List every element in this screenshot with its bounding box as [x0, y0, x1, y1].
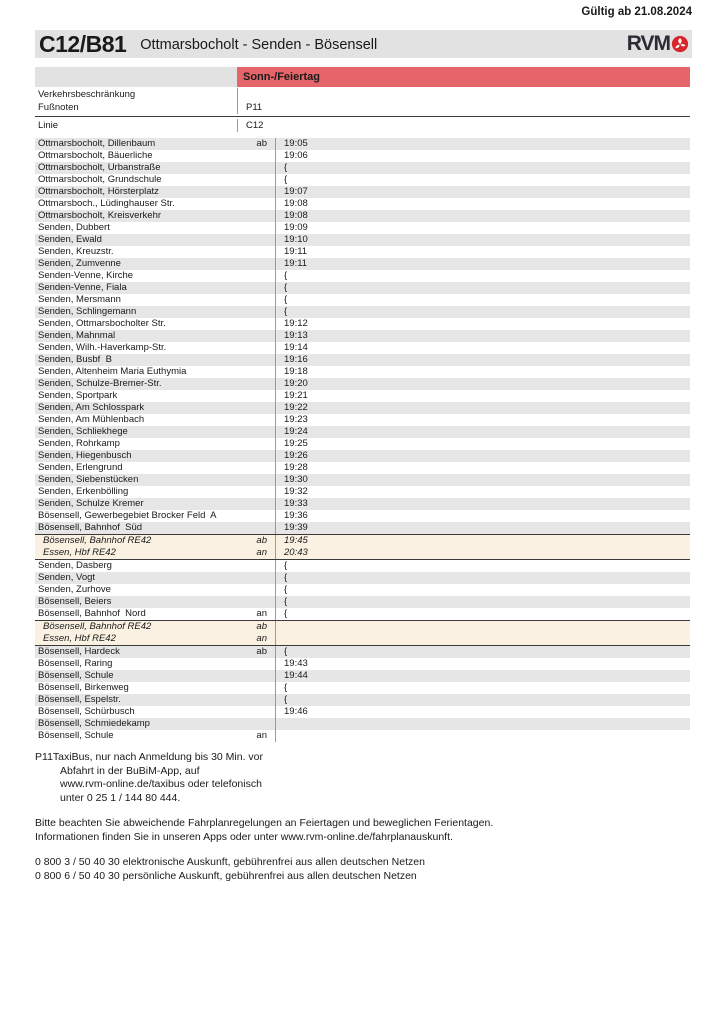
departure-time [275, 730, 690, 742]
footnote-line: Abfahrt in der BuBiM-App, auf [60, 764, 200, 777]
footnote-line: unter 0 25 1 / 144 80 444. [60, 791, 181, 804]
arrival-departure-tag [237, 658, 275, 670]
table-row [35, 645, 690, 658]
day-type-label: Sonn-/Feiertag [237, 67, 690, 87]
meta-label: Verkehrsbeschränkung [38, 89, 136, 100]
stop-name: Senden, Schliekhege [38, 426, 128, 437]
departure-time: 19:05 [275, 138, 690, 150]
arrival-departure-tag [237, 258, 275, 270]
arrival-departure-tag [237, 186, 275, 198]
departure-time: 19:28 [275, 462, 690, 474]
table-row [35, 294, 690, 306]
footnote-line: P11TaxiBus, nur nach Anmeldung bis 30 Min. vor [35, 751, 264, 763]
departure-time: 19:21 [275, 390, 690, 402]
meta-label: Linie [38, 120, 59, 131]
table-row [35, 198, 690, 210]
stop-name: Senden-Venne, Kirche [38, 270, 134, 281]
arrival-departure-tag: ab [256, 535, 267, 546]
arrival-departure-tag [237, 306, 275, 318]
timetable [35, 67, 690, 742]
day-type-header-row [35, 67, 690, 87]
stop-name: Senden, Schulze Kremer [38, 498, 144, 509]
arrival-departure-tag [237, 282, 275, 294]
table-meta-rows [35, 88, 690, 138]
transfer-row [35, 633, 690, 645]
table-row [35, 402, 690, 414]
rvm-logo [627, 32, 692, 56]
stop-name: Senden, Zurhove [38, 584, 111, 595]
stop-name: Bösensell, Bahnhof RE42 [43, 535, 152, 546]
departure-time: 20:43 [275, 547, 690, 559]
table-row [35, 186, 690, 198]
stop-name: Senden, Am Mühlenbach [38, 414, 145, 425]
stop-name: Ottmarsbocholt, Urbanstraße [38, 162, 161, 173]
departure-time: { [275, 560, 690, 572]
arrival-departure-tag [237, 474, 275, 486]
departure-time: { [275, 174, 690, 186]
stop-name: Senden, Schlingemann [38, 306, 137, 317]
table-row [35, 378, 690, 390]
departure-time: 19:10 [275, 234, 690, 246]
arrival-departure-tag [237, 270, 275, 282]
meta-label: Fußnoten [38, 102, 79, 113]
departure-time: 19:26 [275, 450, 690, 462]
departure-time: 19:46 [275, 706, 690, 718]
stop-name: Essen, Hbf RE42 [43, 547, 116, 558]
table-row [35, 150, 690, 162]
departure-time: 19:11 [275, 258, 690, 270]
arrival-departure-tag [237, 596, 275, 608]
table-row [35, 246, 690, 258]
footnote-notice [35, 817, 690, 844]
stop-name: Senden, Zumvenne [38, 258, 121, 269]
arrival-departure-tag [237, 572, 275, 584]
table-row [35, 438, 690, 450]
table-row [35, 270, 690, 282]
arrival-departure-tag [237, 510, 275, 522]
stop-name: Senden, Busbf B [38, 354, 112, 365]
departure-time: { [275, 608, 690, 620]
arrival-departure-tag [237, 222, 275, 234]
table-stop-rows [35, 138, 690, 742]
departure-time: { [275, 682, 690, 694]
departure-time: { [275, 584, 690, 596]
departure-time [275, 621, 690, 633]
arrival-departure-tag [237, 450, 275, 462]
stop-name: Senden, Mersmann [38, 294, 121, 305]
departure-time: 19:23 [275, 414, 690, 426]
footnote-p11 [35, 751, 690, 805]
transfer-row [35, 547, 690, 559]
arrival-departure-tag [237, 706, 275, 718]
stop-name: Ottmarsbocholt, Hörsterplatz [38, 186, 159, 197]
table-row [35, 730, 690, 742]
departure-time: 19:16 [275, 354, 690, 366]
departure-time: 19:08 [275, 210, 690, 222]
table-row [35, 234, 690, 246]
stop-name: Senden, Am Schlosspark [38, 402, 145, 413]
stop-name: Bösensell, Bahnhof Nord [38, 608, 146, 619]
footnote-line: 0 800 6 / 50 40 30 persönliche Auskunft, gebührenfrei aus allen deutschen Netzen [35, 869, 417, 882]
table-row [35, 258, 690, 270]
arrival-departure-tag [237, 366, 275, 378]
departure-time: 19:18 [275, 366, 690, 378]
departure-time [275, 718, 690, 730]
departure-time: 19:12 [275, 318, 690, 330]
stop-name: Ottmarsbocholt, Bäuerliche [38, 150, 153, 161]
stop-name: Bösensell, Birkenweg [38, 682, 129, 693]
title-bar [35, 30, 692, 58]
stop-name: Senden, Dubbert [38, 222, 110, 233]
stop-name: Senden, Wilh.-Haverkamp-Str. [38, 342, 167, 353]
arrival-departure-tag [237, 342, 275, 354]
departure-time: { [275, 162, 690, 174]
footnote-line: Bitte beachten Sie abweichende Fahrplanregelungen an Feiertagen und beweglichen Ferientagen. [35, 817, 494, 829]
footnote-line: Informationen finden Sie in unseren Apps oder unter www.rvm-online.de/fahrplanauskunft. [35, 830, 453, 843]
arrival-departure-tag [237, 234, 275, 246]
table-row [35, 306, 690, 318]
arrival-departure-tag [237, 246, 275, 258]
meta-row [35, 88, 690, 101]
stop-name: Senden, Sportpark [38, 390, 118, 401]
valid-from-date: Gültig ab 21.08.2024 [581, 6, 692, 18]
stop-name: Senden-Venne, Fiala [38, 282, 127, 293]
departure-time: 19:45 [275, 535, 690, 547]
departure-time: { [275, 646, 690, 658]
arrival-departure-tag [237, 414, 275, 426]
arrival-departure-tag [237, 670, 275, 682]
departure-time: 19:36 [275, 510, 690, 522]
departure-time: 19:13 [275, 330, 690, 342]
table-row [35, 222, 690, 234]
departure-time: { [275, 694, 690, 706]
arrival-departure-tag: ab [256, 621, 267, 632]
arrival-departure-tag: an [256, 730, 267, 741]
arrival-departure-tag [237, 318, 275, 330]
table-row [35, 510, 690, 522]
separator-line [35, 116, 690, 117]
table-row [35, 330, 690, 342]
transfer-row [35, 534, 690, 547]
arrival-departure-tag [237, 402, 275, 414]
arrival-departure-tag [237, 390, 275, 402]
arrival-departure-tag [237, 498, 275, 510]
departure-time [275, 633, 690, 645]
footnote-line: www.rvm-online.de/taxibus oder telefonisch [60, 778, 262, 790]
departure-time: 19:32 [275, 486, 690, 498]
departure-time: 19:07 [275, 186, 690, 198]
route-title: Ottmarsbocholt - Senden - Bösensell [140, 37, 378, 53]
table-row [35, 174, 690, 186]
table-row [35, 162, 690, 174]
table-row [35, 210, 690, 222]
table-row [35, 486, 690, 498]
meta-row [35, 101, 690, 114]
stop-name: Senden, Ewald [38, 234, 102, 245]
table-row [35, 608, 690, 620]
arrival-departure-tag [237, 210, 275, 222]
table-row [35, 342, 690, 354]
arrival-departure-tag: an [256, 608, 267, 619]
meta-value: C12 [237, 119, 690, 132]
arrival-departure-tag [237, 174, 275, 186]
stop-name: Senden, Dasberg [38, 560, 112, 571]
stop-name: Senden, Erkenbölling [38, 486, 129, 497]
arrival-departure-tag [237, 150, 275, 162]
stop-name: Senden, Altenheim Maria Euthymia [38, 366, 187, 377]
table-row [35, 584, 690, 596]
footnote-phone [35, 856, 690, 883]
departure-time: 19:33 [275, 498, 690, 510]
stop-name: Senden, Siebenstücken [38, 474, 139, 485]
departure-time: { [275, 294, 690, 306]
day-header-spacer [35, 67, 237, 87]
stop-name: Essen, Hbf RE42 [43, 633, 116, 644]
stop-name: Bösensell, Hardeck [38, 646, 120, 657]
arrival-departure-tag [237, 682, 275, 694]
stop-name: Senden, Mahnmal [38, 330, 116, 341]
arrival-departure-tag [237, 560, 275, 572]
arrival-departure-tag [237, 718, 275, 730]
arrival-departure-tag [237, 354, 275, 366]
arrival-departure-tag [237, 584, 275, 596]
footnotes [35, 751, 690, 883]
stop-name: Bösensell, Schmiedekamp [38, 718, 150, 729]
arrival-departure-tag [237, 198, 275, 210]
table-row [35, 694, 690, 706]
meta-value [237, 88, 690, 101]
arrival-departure-tag [237, 462, 275, 474]
table-row [35, 559, 690, 572]
table-row [35, 682, 690, 694]
arrival-departure-tag [237, 426, 275, 438]
departure-time: 19:22 [275, 402, 690, 414]
table-row [35, 658, 690, 670]
arrival-departure-tag [237, 486, 275, 498]
departure-time: 19:30 [275, 474, 690, 486]
arrival-departure-tag [237, 438, 275, 450]
departure-time: 19:08 [275, 198, 690, 210]
arrival-departure-tag: an [256, 633, 267, 644]
arrival-departure-tag: ab [256, 646, 267, 657]
table-row [35, 462, 690, 474]
stop-name: Bösensell, Raring [38, 658, 113, 669]
stop-name: Senden, Ottmarsbocholter Str. [38, 318, 166, 329]
line-number: C12/B81 [39, 31, 127, 57]
departure-time: 19:06 [275, 150, 690, 162]
table-row [35, 318, 690, 330]
stop-name: Senden, Hiegenbusch [38, 450, 132, 461]
table-row [35, 718, 690, 730]
departure-time: 19:39 [275, 522, 690, 534]
table-row [35, 450, 690, 462]
departure-time: { [275, 282, 690, 294]
stop-name: Bösensell, Bahnhof Süd [38, 522, 143, 533]
stop-name: Bösensell, Gewerbegebiet Brocker Feld A [38, 510, 217, 521]
stop-name: Senden, Erlengrund [38, 462, 123, 473]
arrival-departure-tag [237, 330, 275, 342]
stop-name: Bösensell, Schule [38, 670, 114, 681]
rvm-logo-text: RVM [626, 32, 670, 55]
departure-time: 19:24 [275, 426, 690, 438]
departure-time: 19:14 [275, 342, 690, 354]
stop-name: Senden, Rohrkamp [38, 438, 120, 449]
stop-name: Ottmarsbocholt, Dillenbaum [38, 138, 156, 149]
meta-row [35, 119, 690, 132]
table-row [35, 474, 690, 486]
stop-name: Bösensell, Bahnhof RE42 [43, 621, 152, 632]
table-row [35, 596, 690, 608]
departure-time: 19:25 [275, 438, 690, 450]
arrival-departure-tag [237, 378, 275, 390]
arrival-departure-tag [237, 694, 275, 706]
table-row [35, 498, 690, 510]
table-row [35, 522, 690, 534]
table-row [35, 282, 690, 294]
table-row [35, 426, 690, 438]
table-row [35, 706, 690, 718]
stop-name: Ottmarsbocholt, Kreisverkehr [38, 210, 162, 221]
table-row [35, 138, 690, 150]
arrival-departure-tag [237, 162, 275, 174]
stop-name: Senden, Kreuzstr. [38, 246, 114, 257]
transfer-row [35, 620, 690, 633]
departure-time: { [275, 596, 690, 608]
table-row [35, 414, 690, 426]
departure-time: 19:20 [275, 378, 690, 390]
stop-name: Ottmarsbocholt, Grundschule [38, 174, 162, 185]
arrival-departure-tag [237, 522, 275, 534]
footnote-line: 0 800 3 / 50 40 30 elektronische Auskunft, gebührenfrei aus allen deutschen Netzen [35, 856, 425, 868]
arrival-departure-tag: ab [256, 138, 267, 149]
arrival-departure-tag [237, 294, 275, 306]
meta-value: P11 [237, 101, 690, 114]
rvm-logo-icon [671, 35, 689, 53]
table-row [35, 390, 690, 402]
departure-time: { [275, 270, 690, 282]
departure-time: 19:43 [275, 658, 690, 670]
departure-time: 19:09 [275, 222, 690, 234]
stop-name: Bösensell, Espelstr. [38, 694, 121, 705]
stop-name: Bösensell, Beiers [38, 596, 112, 607]
departure-time: 19:11 [275, 246, 690, 258]
arrival-departure-tag: an [256, 547, 267, 558]
table-row [35, 366, 690, 378]
table-row [35, 354, 690, 366]
departure-time: { [275, 572, 690, 584]
table-row [35, 572, 690, 584]
stop-name: Bösensell, Schürbusch [38, 706, 135, 717]
stop-name: Senden, Schulze-Bremer-Str. [38, 378, 162, 389]
table-row [35, 670, 690, 682]
stop-name: Senden, Vogt [38, 572, 96, 583]
stop-name: Bösensell, Schule [38, 730, 114, 741]
departure-time: 19:44 [275, 670, 690, 682]
stop-name: Ottmarsboch., Lüdinghauser Str. [38, 198, 175, 209]
departure-time: { [275, 306, 690, 318]
